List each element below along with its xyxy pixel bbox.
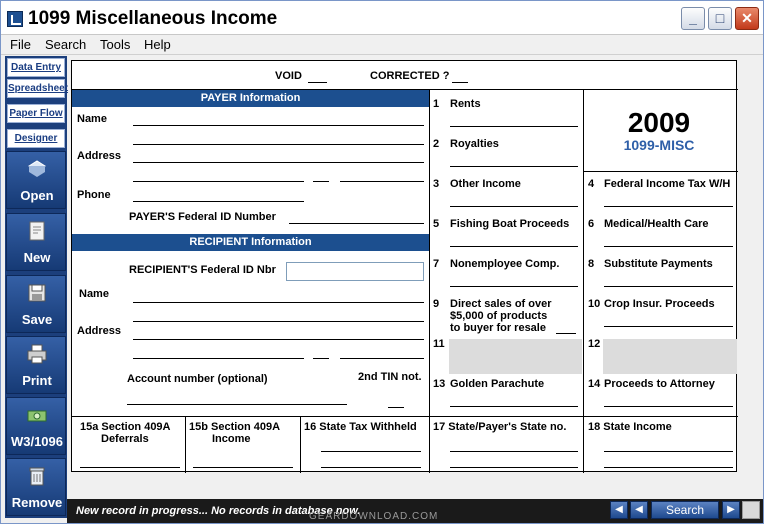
box-1-label: Rents (450, 98, 481, 110)
second-tin-field[interactable] (388, 407, 404, 408)
box-6-number: 6 (588, 218, 595, 230)
box-10-field[interactable] (604, 326, 733, 327)
remove-label: Remove (11, 495, 63, 510)
window-title: 1099 Miscellaneous Income (28, 8, 278, 29)
box-5-label: Fishing Boat Proceeds (450, 218, 570, 230)
w3-1096-button[interactable] (6, 397, 66, 455)
maximize-button[interactable]: □ (708, 7, 732, 30)
prev-record-icon: ◀ (635, 504, 643, 515)
box-6-label: Medical/Health Care (604, 218, 709, 230)
box-9-label-line3: to buyer for resale (450, 322, 546, 334)
box-14-field[interactable] (604, 406, 733, 407)
last-record-button[interactable] (742, 501, 760, 519)
box-6-field[interactable] (604, 246, 733, 247)
money-icon (26, 404, 48, 426)
payer-city-field[interactable] (133, 181, 304, 182)
box-9-field[interactable] (556, 333, 576, 334)
box-3-label: Other Income (450, 178, 521, 190)
payer-address-field[interactable] (133, 162, 424, 163)
box-15b-label-line2: Income (212, 433, 251, 445)
new-icon (26, 220, 48, 242)
open-label: Open (20, 188, 54, 203)
recipient-name-field[interactable] (133, 302, 424, 303)
recipient-id-label: RECIPIENT'S Federal ID Nbr (129, 264, 276, 276)
box-15a-field[interactable] (80, 467, 180, 468)
payer-zip-field[interactable] (340, 181, 424, 182)
print-label: Print (22, 373, 52, 388)
box-2-label: Royalties (450, 138, 499, 150)
box-5-field[interactable] (450, 246, 578, 247)
box-17-label: 17 State/Payer's State no. (433, 421, 567, 433)
box-16-field-2[interactable] (321, 467, 421, 468)
payer-phone-label: Phone (77, 189, 111, 201)
box-7-field[interactable] (450, 286, 578, 287)
box-13-number: 13 (433, 378, 446, 390)
w3-1096-label: W3/1096 (10, 434, 64, 449)
open-button[interactable] (6, 151, 66, 209)
title-bar (1, 1, 763, 35)
payer-header: PAYER Information (72, 90, 429, 107)
recipient-address-field[interactable] (133, 339, 424, 340)
payer-name-label: Name (77, 113, 107, 125)
box-1-number: 1 (433, 98, 440, 110)
box-13-field[interactable] (450, 406, 578, 407)
form-name: 1099-MISC (623, 137, 695, 153)
payer-state-field[interactable] (313, 181, 329, 182)
box-4-number: 4 (588, 178, 595, 190)
box-9-label-line2: $5,000 of products (450, 310, 548, 322)
box-3-number: 3 (433, 178, 440, 190)
second-tin-label: 2nd TIN not. (358, 371, 422, 383)
box-17-field-1[interactable] (450, 451, 578, 452)
minimize-button[interactable]: _ (681, 7, 705, 30)
box-16-label: 16 State Tax Withheld (304, 421, 417, 433)
box-4-label: Federal Income Tax W/H (604, 178, 731, 190)
payer-name2-field[interactable] (133, 144, 424, 145)
menu-search[interactable]: Search (45, 37, 87, 52)
new-label: New (23, 250, 51, 265)
box-11-disabled (449, 339, 582, 374)
recipient-name-label: Name (79, 288, 109, 300)
divider (300, 416, 301, 473)
next-record-button[interactable] (722, 501, 740, 519)
box-10-label: Crop Insur. Proceeds (604, 298, 715, 310)
open-icon (26, 158, 48, 180)
nav-designer[interactable]: Designer (7, 129, 65, 148)
box-18-field-1[interactable] (604, 451, 733, 452)
box-7-label: Nonemployee Comp. (450, 258, 560, 270)
box-5-number: 5 (433, 218, 440, 230)
corrected-field[interactable] (452, 82, 468, 83)
tax-year: 2009 (627, 107, 691, 138)
remove-button[interactable] (6, 458, 66, 516)
box-8-field[interactable] (604, 286, 733, 287)
box-4-field[interactable] (604, 206, 733, 207)
box-12-number: 12 (588, 338, 601, 350)
menu-tools[interactable]: Tools (100, 37, 131, 52)
menu-file[interactable]: File (10, 37, 31, 52)
save-button[interactable] (6, 275, 66, 333)
menu-bar (1, 35, 763, 55)
box-7-number: 7 (433, 258, 440, 270)
payer-address-label: Address (77, 150, 122, 162)
recipient-name2-field[interactable] (133, 321, 424, 322)
box-2-field[interactable] (450, 166, 578, 167)
divider (72, 416, 738, 417)
recipient-address-label: Address (77, 325, 122, 337)
disk-icon (26, 282, 48, 304)
box-18-label: 18 State Income (588, 421, 672, 433)
box-8-number: 8 (588, 258, 595, 270)
box-9-number: 9 (433, 298, 440, 310)
box-17-field-2[interactable] (450, 467, 578, 468)
box-10-number: 10 (588, 298, 601, 310)
box-8-label: Substitute Payments (604, 258, 713, 270)
account-field[interactable] (127, 404, 347, 405)
box-16-field-1[interactable] (321, 451, 421, 452)
recipient-id-input[interactable] (286, 262, 424, 281)
account-label: Account number (optional) (127, 373, 268, 385)
first-record-button[interactable] (610, 501, 628, 519)
watermark-text: GEARDOWNLOAD.COM (309, 511, 439, 522)
sidebar (5, 56, 67, 518)
menu-help[interactable]: Help (144, 37, 171, 52)
new-button[interactable] (6, 213, 66, 271)
app-icon (7, 11, 23, 27)
divider (185, 416, 186, 473)
payer-name-field[interactable] (133, 125, 424, 126)
payer-id-field[interactable] (289, 223, 424, 224)
divider (583, 171, 738, 172)
next-record-icon: ▶ (727, 504, 735, 515)
box-15a-label-line2: Deferrals (101, 433, 149, 445)
search-button[interactable]: Search (651, 501, 719, 519)
box-11-number: 11 (433, 338, 445, 350)
box-15b-field[interactable] (193, 467, 293, 468)
void-field[interactable] (308, 82, 327, 83)
box-9-label-line1: Direct sales of over (450, 298, 552, 310)
box-15a-label-line1: 15a Section 409A (80, 421, 171, 433)
recipient-state-field[interactable] (313, 358, 329, 359)
trash-icon (26, 465, 48, 487)
box-14-label: Proceeds to Attorney (604, 378, 715, 390)
corrected-label: CORRECTED ? (370, 70, 450, 82)
prev-record-button[interactable] (630, 501, 648, 519)
status-text: New record in progress... No records in database now. (76, 505, 361, 517)
printer-icon (26, 343, 48, 365)
payer-phone-field[interactable] (133, 201, 304, 202)
recipient-city-field[interactable] (133, 358, 304, 359)
nav-spreadsheet[interactable]: Spreadsheet (7, 79, 65, 98)
close-button[interactable]: ✕ (735, 7, 759, 30)
box-3-field[interactable] (450, 206, 578, 207)
recipient-header: RECIPIENT Information (72, 234, 429, 251)
first-record-icon: ◀ (615, 504, 623, 515)
box-12-disabled (603, 339, 737, 374)
box-2-number: 2 (433, 138, 440, 150)
box-18-field-2[interactable] (604, 467, 733, 468)
nav-paper-flow[interactable]: Paper Flow (7, 104, 65, 123)
nav-data-entry[interactable]: Data Entry (7, 58, 65, 77)
recipient-zip-field[interactable] (340, 358, 424, 359)
box-13-label: Golden Parachute (450, 378, 545, 390)
box-1-field[interactable] (450, 126, 578, 127)
void-label: VOID (275, 70, 302, 82)
box-14-number: 14 (588, 378, 601, 390)
form-1099-misc (71, 60, 737, 472)
save-label: Save (21, 312, 53, 327)
payer-id-label: PAYER'S Federal ID Number (129, 211, 276, 223)
box-15b-label-line1: 15b Section 409A (189, 421, 281, 433)
print-button[interactable] (6, 336, 66, 394)
